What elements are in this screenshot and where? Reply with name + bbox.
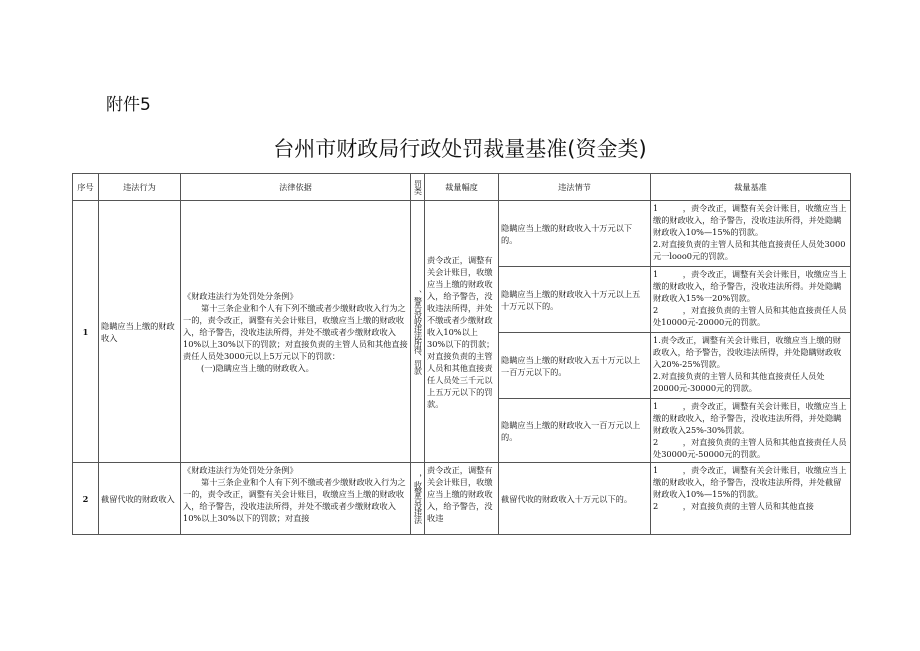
legal-basis	[181, 463, 411, 535]
penalty-table	[72, 173, 851, 535]
header-type: 罚类	[411, 174, 425, 201]
legal-basis-title: 《财政违法行为处罚处分条例》	[183, 465, 298, 475]
standard	[651, 333, 851, 399]
standard	[651, 399, 851, 463]
header-standard: 裁量基准	[651, 174, 851, 201]
header-circumstance: 违法情节	[499, 174, 651, 201]
circumstance: 隐瞒应当上缴的财政收入十万元以下的。	[499, 201, 651, 267]
legal-basis-body: 第十三条企业和个人有下列不缴或者少缴财政收入行为之一的，责令改正，调整有关会计账目，收缴应当上缴的财政收入，给予警告，没收违法所得，并处不缴或者少缴财政收入10%以上30%以下的罚款；对直接	[183, 477, 406, 523]
row-number: 1	[73, 201, 99, 463]
header-scope: 裁量幅度	[425, 174, 499, 201]
row-number: 2	[73, 463, 99, 535]
attachment-label: 附件5	[106, 95, 151, 115]
standard	[651, 463, 851, 535]
standard-item-1: 1 ，责令改正，调整有关会计账目，收缴应当上缴的财政收入，给予警告，没收违法所得，并处隐瞒财政收入10%—15%的罚款。	[653, 203, 847, 237]
discretion-scope: 责令改正，调整有关会计账目，收缴应当上缴的财政收入，给予警告，没收违法所得，并处不缴或者少缴财政收入10%以上30%以下的罚款；对直接负责的主管人员和其他直接责任人员处三千元以上五万元以下的罚款。	[425, 201, 499, 463]
circumstance: 隐瞒应当上缴的财政收入五十万元以上一百万元以下的。	[499, 333, 651, 399]
standard-item-1: 1 ，责令改正，调整有关会计账目，收缴应当上缴的财政收入，给予警告，没收违法所得。并处隐瞒财政收入15%一20%罚款。	[653, 269, 847, 303]
circumstance: 隐瞒应当上缴的财政收入一百万元以上的。	[499, 399, 651, 463]
standard-item-2: 2.对直接负责的主管人员和其他直接责任人员处20000元-30000元的罚款。	[653, 371, 825, 393]
standard-item-1: 1 ，责令改正，调整有关会计账目，收缴应当上缴的财政收入，给予警告，没收违法所得，并处截留财政收入10%—15%的罚款。	[653, 465, 847, 499]
table-row	[73, 201, 851, 267]
legal-basis-item: (一)隐瞒应当上缴的财政收入。	[201, 362, 314, 373]
legal-basis-body: 第十三条企业和个人有下列不缴或者少缴财政收入行为之一的，责令改正，调整有关会计账目，收缴应当上缴的财政收入，给予警告，没收违法所得，并处不缴或者少缴财政收入10%以上30%以下的罚款；对直接负责的主管人员和其他直接责任人员处3000元以上5万元以下的罚款：	[183, 302, 408, 361]
circumstance: 隐瞒应当上缴的财政收入十万元以上五十万元以下的。	[499, 267, 651, 333]
standard-item-2: 2 ，对直接负责的主管人员和其他直接责任人员处30000元-50000元的罚款。	[653, 437, 847, 459]
header-row	[73, 174, 851, 201]
standard-item-1: 1 ，责令改正，调整有关会计账目，收缴应当上缴的财政收入，给予警告，没收违法所得，并处隐瞒财政收入25%-30%罚款。	[653, 401, 847, 435]
violation-act: 隐瞒应当上缴的财政收入	[99, 201, 181, 463]
circumstance: 截留代收的财政收入十万元以下的。	[499, 463, 651, 535]
standard-item-2: 2 ，对直接负责的主管人员和其他直接	[653, 501, 814, 511]
header-basis: 法律依据	[181, 174, 411, 201]
standard	[651, 267, 851, 333]
penalty-type: ，收警告没违法	[411, 463, 425, 535]
violation-act: 截留代收的财政收入	[99, 463, 181, 535]
legal-basis-title: 《财政违法行为处罚处分条例》	[183, 290, 298, 301]
table-row	[73, 463, 851, 535]
standard-item-2: 2.对直接负责的主管人员和其他直接责任人员处3000元一looo0元的罚款。	[653, 239, 846, 261]
legal-basis	[181, 201, 411, 463]
header-act: 违法行为	[99, 174, 181, 201]
document-title: 台州市财政局行政处罚裁量基准(资金类)	[273, 137, 647, 161]
discretion-scope: 责令改正，调整有关会计账目，收缴应当上缴的财政收入，给予警告，没收违	[425, 463, 499, 535]
standard-item-2: 2 ，对直接负责的主管人员和其他直接责任人员处10000元-20000元的罚款。	[653, 305, 847, 327]
header-no: 序号	[73, 174, 99, 201]
penalty-type: 、警告没收违法所得、罚款	[411, 201, 425, 463]
standard	[651, 201, 851, 267]
standard-item-1: 1.责令改正，调整有关会计账目，收缴应当上缴的财政收入，给予警告，没收违法所得，并处隐瞒财政收入20%-25%罚款。	[653, 335, 842, 369]
